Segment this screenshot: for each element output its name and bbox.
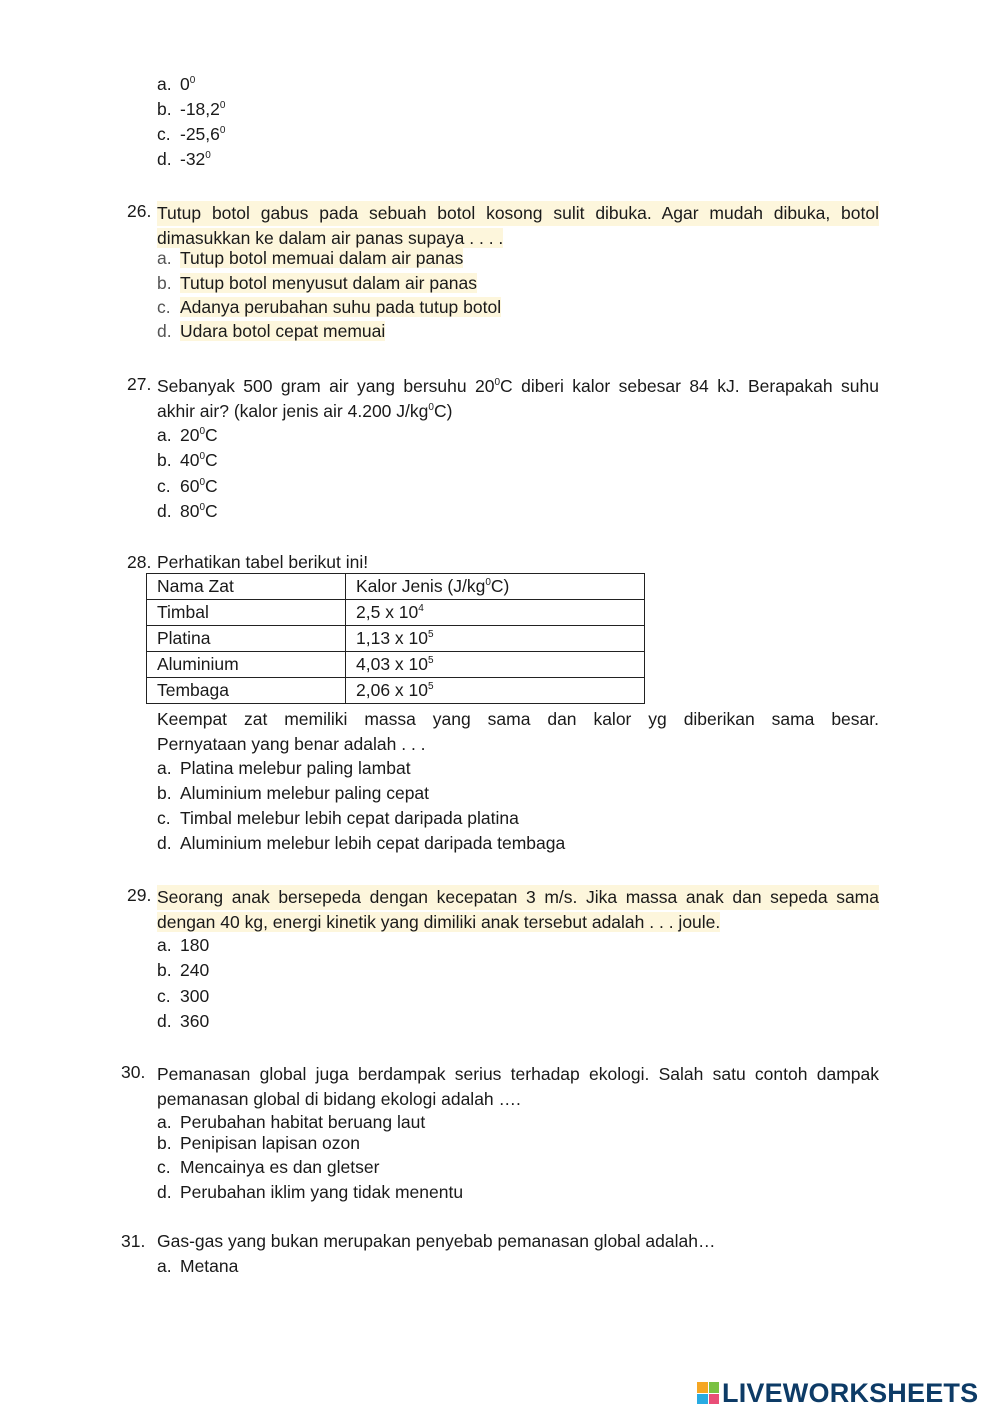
option-letter: d. — [157, 321, 172, 341]
option-b[interactable] — [157, 99, 225, 120]
option-letter: b. — [157, 273, 172, 293]
option-d[interactable] — [157, 321, 385, 342]
option-text: 240 — [180, 960, 210, 980]
table-cell: 4,03 x $10^5$ — [346, 652, 645, 678]
table-cell: 2,5 x $10^4$ — [346, 600, 645, 626]
option-letter: a. — [157, 248, 172, 268]
table-cell: 2,06 x $10^5$ — [346, 678, 645, 704]
option-text: Penipisan lapisan ozon — [180, 1133, 360, 1153]
question-text — [157, 885, 879, 935]
option-letter: b. — [157, 960, 172, 980]
table-row — [147, 626, 645, 652]
option-text: Perubahan iklim yang tidak menentu — [180, 1182, 464, 1202]
option-value: 20 — [180, 425, 200, 445]
option-d[interactable] — [157, 1011, 209, 1032]
table-row — [147, 678, 645, 704]
question-number: 28. — [127, 552, 152, 572]
option-c[interactable] — [157, 986, 209, 1007]
option-letter: a. — [157, 1112, 172, 1132]
table-row — [147, 600, 645, 626]
option-c[interactable] — [157, 124, 225, 145]
specific-heat-table — [146, 573, 645, 704]
question-number: 31. — [121, 1231, 146, 1251]
option-letter: c. — [157, 476, 171, 496]
logo-mark-icon — [697, 1382, 719, 1404]
option-d[interactable] — [157, 501, 218, 522]
question-number: 29. — [127, 885, 152, 905]
option-sup: 0 — [219, 100, 226, 111]
option-b[interactable] — [157, 273, 477, 294]
option-letter: d. — [157, 1182, 172, 1202]
question-number: 26. — [127, 201, 152, 221]
option-d[interactable] — [157, 149, 211, 170]
option-c[interactable] — [157, 297, 501, 318]
option-text: Platina melebur paling lambat — [180, 758, 411, 778]
option-sup: 0 — [199, 426, 206, 437]
option-unit: C — [205, 425, 218, 445]
option-text: Udara botol cepat memuai — [180, 321, 386, 341]
logo-text: LIVEWORKSHEETS — [722, 1377, 979, 1408]
table-header-cell: Nama Zat — [147, 574, 346, 600]
option-a[interactable] — [157, 1256, 238, 1277]
option-letter: c. — [157, 986, 171, 1006]
option-text: 180 — [180, 935, 210, 955]
option-a[interactable] — [157, 1112, 425, 1133]
question-line: Tutup botol gabus pada sebuah botol kosong sulit dibuka. Agar mudah dibuka, botol — [157, 201, 879, 226]
option-a[interactable] — [157, 935, 209, 956]
option-text: Perubahan habitat beruang laut — [180, 1112, 426, 1132]
option-value: -18,2 — [180, 99, 220, 119]
option-letter: b. — [157, 1133, 172, 1153]
option-sup: 0 — [199, 477, 206, 488]
question-line: dengan 40 kg, energi kinetik yang dimiliki anak tersebut adalah . . . joule. — [157, 912, 721, 932]
question-intro: Perhatikan tabel berikut ini! — [157, 552, 369, 572]
question-text — [157, 201, 879, 251]
table-cell: 1,13 x $10^5$ — [346, 626, 645, 652]
option-text: 360 — [180, 1011, 210, 1031]
option-text: Aluminium melebur lebih cepat daripada tembaga — [180, 833, 566, 853]
option-sup: 0 — [189, 75, 196, 86]
option-letter: c. — [157, 124, 171, 144]
option-letter: b. — [157, 99, 172, 119]
option-sup: 0 — [205, 150, 211, 161]
option-sup: 0 — [199, 502, 206, 513]
option-letter: c. — [157, 808, 171, 828]
question-line: Pemanasan global juga berdampak serius terhadap ekologi. Salah satu contoh dampak — [157, 1064, 879, 1084]
option-sup: 0 — [219, 125, 226, 136]
question-line: Keempat zat memiliki massa yang sama dan kalor yg diberikan sama besar. — [157, 709, 879, 729]
option-text: Tutup botol memuai dalam air panas — [180, 248, 464, 268]
option-c[interactable] — [157, 476, 218, 497]
option-letter: d. — [157, 833, 172, 853]
question-line: Sebanyak 500 gram air yang bersuhu $20^0C$ diberi kalor sebesar 84 kJ. Berapakah suhu — [157, 376, 879, 396]
option-unit: C — [205, 501, 218, 521]
liveworksheets-logo[interactable] — [697, 1378, 978, 1408]
option-text: Timbal melebur lebih cepat daripada platina — [180, 808, 519, 828]
table-cell: Tembaga — [147, 678, 346, 704]
option-a[interactable] — [157, 248, 463, 269]
question-line: pemanasan global di bidang ekologi adalah …. — [157, 1089, 521, 1109]
option-letter: a. — [157, 935, 172, 955]
option-letter: d. — [157, 1011, 172, 1031]
table-header-row — [147, 574, 645, 600]
option-letter: d. — [157, 149, 172, 169]
option-value: 80 — [180, 501, 200, 521]
question-line: dimasukkan ke dalam air panas supaya . . . . — [157, 228, 504, 248]
option-value: 40 — [180, 450, 200, 470]
option-letter: a. — [157, 758, 172, 778]
option-a[interactable] — [157, 758, 411, 779]
option-b[interactable] — [157, 783, 429, 804]
question-text — [157, 707, 879, 757]
table-cell: Platina — [147, 626, 346, 652]
option-value: 0 — [180, 74, 190, 94]
option-letter: a. — [157, 1256, 172, 1276]
table-header-cell: Kalor Jenis $(J/kg^0C)$ — [346, 574, 645, 600]
question-number: 30. — [121, 1062, 146, 1082]
option-text: 300 — [180, 986, 210, 1006]
option-letter: a. — [157, 74, 172, 94]
option-unit: C — [205, 476, 218, 496]
question-text — [157, 374, 879, 424]
table-cell: Aluminium — [147, 652, 346, 678]
option-text: Mencainya es dan gletser — [180, 1157, 380, 1177]
option-value: -25,6 — [180, 124, 220, 144]
option-d[interactable] — [157, 1182, 463, 1203]
question-line: Seorang anak bersepeda dengan kecepatan 3 m/s. Jika massa anak dan sepeda sama — [157, 885, 879, 910]
option-letter: b. — [157, 450, 172, 470]
option-c[interactable] — [157, 1157, 379, 1178]
option-text: Adanya perubahan suhu pada tutup botol — [180, 297, 502, 317]
option-letter: c. — [157, 1157, 171, 1177]
question-number: 27. — [127, 374, 152, 394]
question-line: akhir air? (kalor jenis air 4.200 $J/kg^0C$) — [157, 401, 453, 421]
option-letter: b. — [157, 783, 172, 803]
table-row — [147, 652, 645, 678]
option-unit: C — [205, 450, 218, 470]
option-d[interactable] — [157, 833, 565, 854]
option-text: Aluminium melebur paling cepat — [180, 783, 430, 803]
option-letter: c. — [157, 297, 171, 317]
option-letter: a. — [157, 425, 172, 445]
option-c[interactable] — [157, 808, 519, 829]
option-b[interactable] — [157, 1133, 360, 1154]
question-text — [157, 1062, 879, 1112]
option-a[interactable] — [157, 425, 218, 446]
question-line: Pernyataan yang benar adalah . . . — [157, 734, 426, 754]
option-value: -32 — [180, 149, 206, 169]
option-text: Metana — [180, 1256, 239, 1276]
option-b[interactable] — [157, 450, 218, 471]
option-b[interactable] — [157, 960, 209, 981]
option-value: 60 — [180, 476, 200, 496]
option-sup: 0 — [199, 451, 206, 462]
option-a[interactable] — [157, 74, 195, 95]
question-text: Gas-gas yang bukan merupakan penyebab pemanasan global adalah… — [157, 1231, 716, 1251]
table-cell: Timbal — [147, 600, 346, 626]
option-text: Tutup botol menyusut dalam air panas — [180, 273, 478, 293]
option-letter: d. — [157, 501, 172, 521]
